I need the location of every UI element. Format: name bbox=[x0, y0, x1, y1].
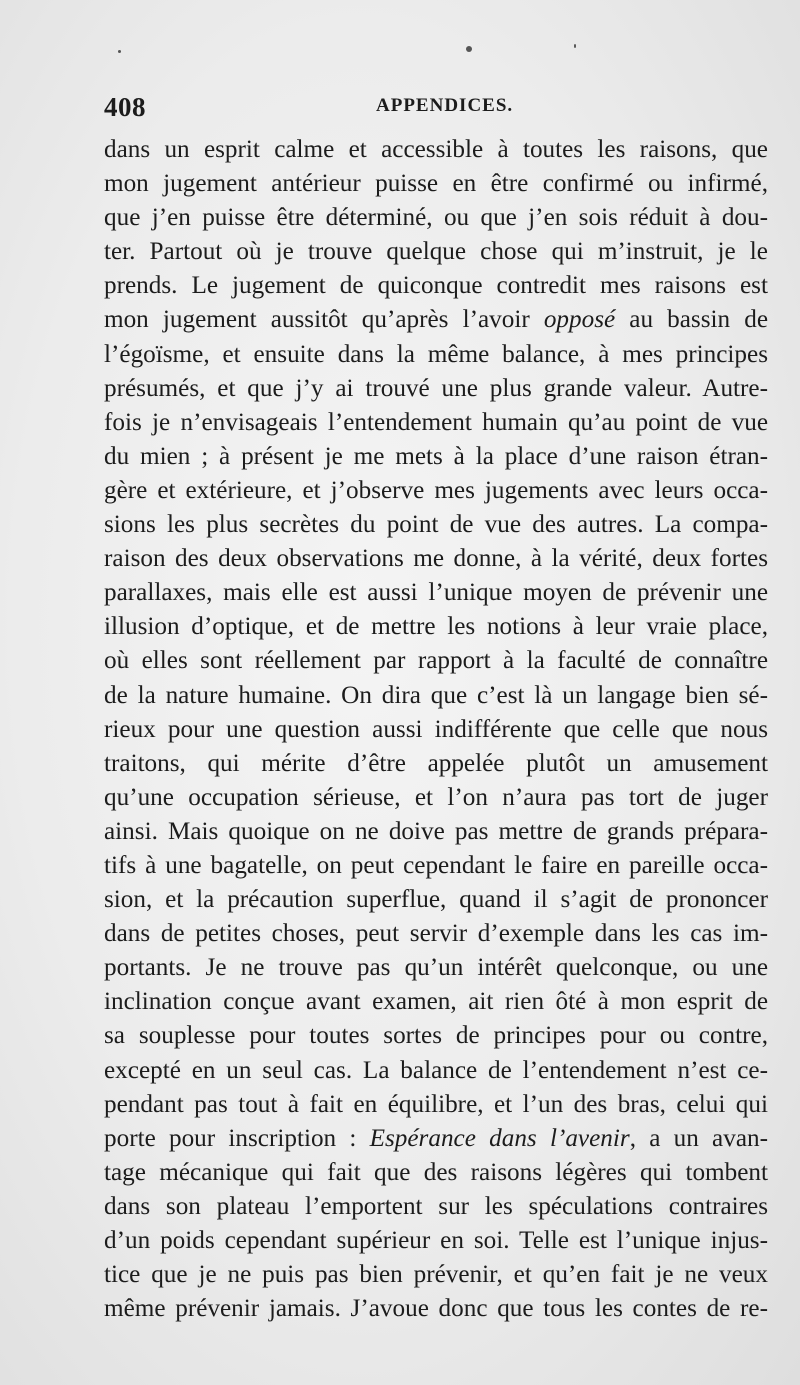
text-line: porte pour inscription : Espérance dans l’avenir, a un avan- bbox=[104, 1124, 768, 1152]
text-line: inclination conçue avant examen, ait rien ôté à mon esprit de bbox=[104, 988, 768, 1016]
text-line: même prévenir jamais. J’avoue donc que tous les contes de re- bbox=[104, 1295, 768, 1323]
ink-speck bbox=[574, 44, 576, 48]
text-line: de la nature humaine. On dira que c’est là un langage bien sé- bbox=[104, 681, 768, 709]
ink-speck bbox=[466, 46, 472, 52]
text-line: prends. Le jugement de quiconque contredit mes raisons est bbox=[104, 272, 768, 300]
emphasis: Espérance dans l’avenir bbox=[369, 1124, 630, 1152]
text-line: portants. Je ne trouve pas qu’un intérêt quelconque, ou une bbox=[104, 954, 768, 982]
text-line: sion, et la précaution superflue, quand il s’agit de prononcer bbox=[104, 886, 768, 914]
text-line: illusion d’optique, et de mettre les notions à leur vraie place, bbox=[104, 613, 768, 641]
running-head bbox=[104, 92, 744, 126]
text-line: qu’une occupation sérieuse, et l’on n’aura pas tort de juger bbox=[104, 783, 768, 811]
text-line: du mien ; à présent je me mets à la place d’une raison étran- bbox=[104, 442, 768, 470]
section-title: APPENDICES. bbox=[376, 95, 514, 116]
text-line: dans son plateau l’emportent sur les spéculations contraires bbox=[104, 1192, 768, 1220]
text-line: rieux pour une question aussi indifférente que celle que nous bbox=[104, 715, 768, 743]
text-line: pendant pas tout à fait en équilibre, et l’un des bras, celui qui bbox=[104, 1090, 768, 1118]
emphasis: opposé bbox=[543, 306, 616, 334]
text-line: sions les plus secrètes du point de vue des autres. La compa- bbox=[104, 511, 768, 539]
text-line: raison des deux observations me donne, à la vérité, deux fortes bbox=[104, 545, 768, 573]
text-line: gère et extérieure, et j’observe mes jugements avec leurs occa- bbox=[104, 476, 768, 504]
text-line: où elles sont réellement par rapport à la faculté de connaître bbox=[104, 647, 768, 675]
text-line: dans de petites choses, peut servir d’exemple dans les cas im- bbox=[104, 920, 768, 948]
text-line: tifs à une bagatelle, on peut cependant le faire en pareille occa- bbox=[104, 851, 768, 879]
text-line: présumés, et que j’y ai trouvé une plus grande valeur. Autre- bbox=[104, 374, 768, 402]
text-line: traitons, qui mérite d’être appelée plutôt un amusement bbox=[104, 749, 768, 777]
text-line: d’un poids cependant supérieur en soi. Telle est l’unique injus- bbox=[104, 1227, 768, 1254]
text-line: sa souplesse pour toutes sortes de principes pour ou contre, bbox=[104, 1022, 768, 1050]
text-line: parallaxes, mais elle est aussi l’unique moyen de prévenir une bbox=[104, 579, 768, 607]
text-line: l’égoïsme, et ensuite dans la même balance, à mes principes bbox=[104, 340, 768, 368]
text-line: tage mécanique qui fait que des raisons légères qui tombent bbox=[104, 1158, 768, 1186]
body-text bbox=[104, 133, 768, 1326]
text-line: mon jugement aussitôt qu’après l’avoir opposé au bassin de bbox=[104, 306, 769, 334]
ink-speck bbox=[118, 50, 121, 53]
text-line: fois je n’envisageais l’entendement humain qu’au point de vue bbox=[104, 408, 768, 436]
text-line: que j’en puisse être déterminé, ou que j’en sois réduit à dou- bbox=[104, 204, 768, 232]
text-line: ainsi. Mais quoique on ne doive pas mettre de grands prépara- bbox=[104, 817, 768, 845]
text-line: tice que je ne puis pas bien prévenir, et qu’en fait je ne veux bbox=[104, 1261, 768, 1289]
text-line: dans un esprit calme et accessible à toutes les raisons, que bbox=[104, 136, 768, 163]
text-line: mon jugement antérieur puisse en être confirmé ou infirmé, bbox=[104, 170, 768, 198]
page-number: 408 bbox=[104, 92, 146, 122]
text-line: excepté en un seul cas. La balance de l’entendement n’est ce- bbox=[104, 1056, 768, 1084]
text-line: ter. Partout où je trouve quelque chose qui m’instruit, je le bbox=[104, 238, 768, 266]
